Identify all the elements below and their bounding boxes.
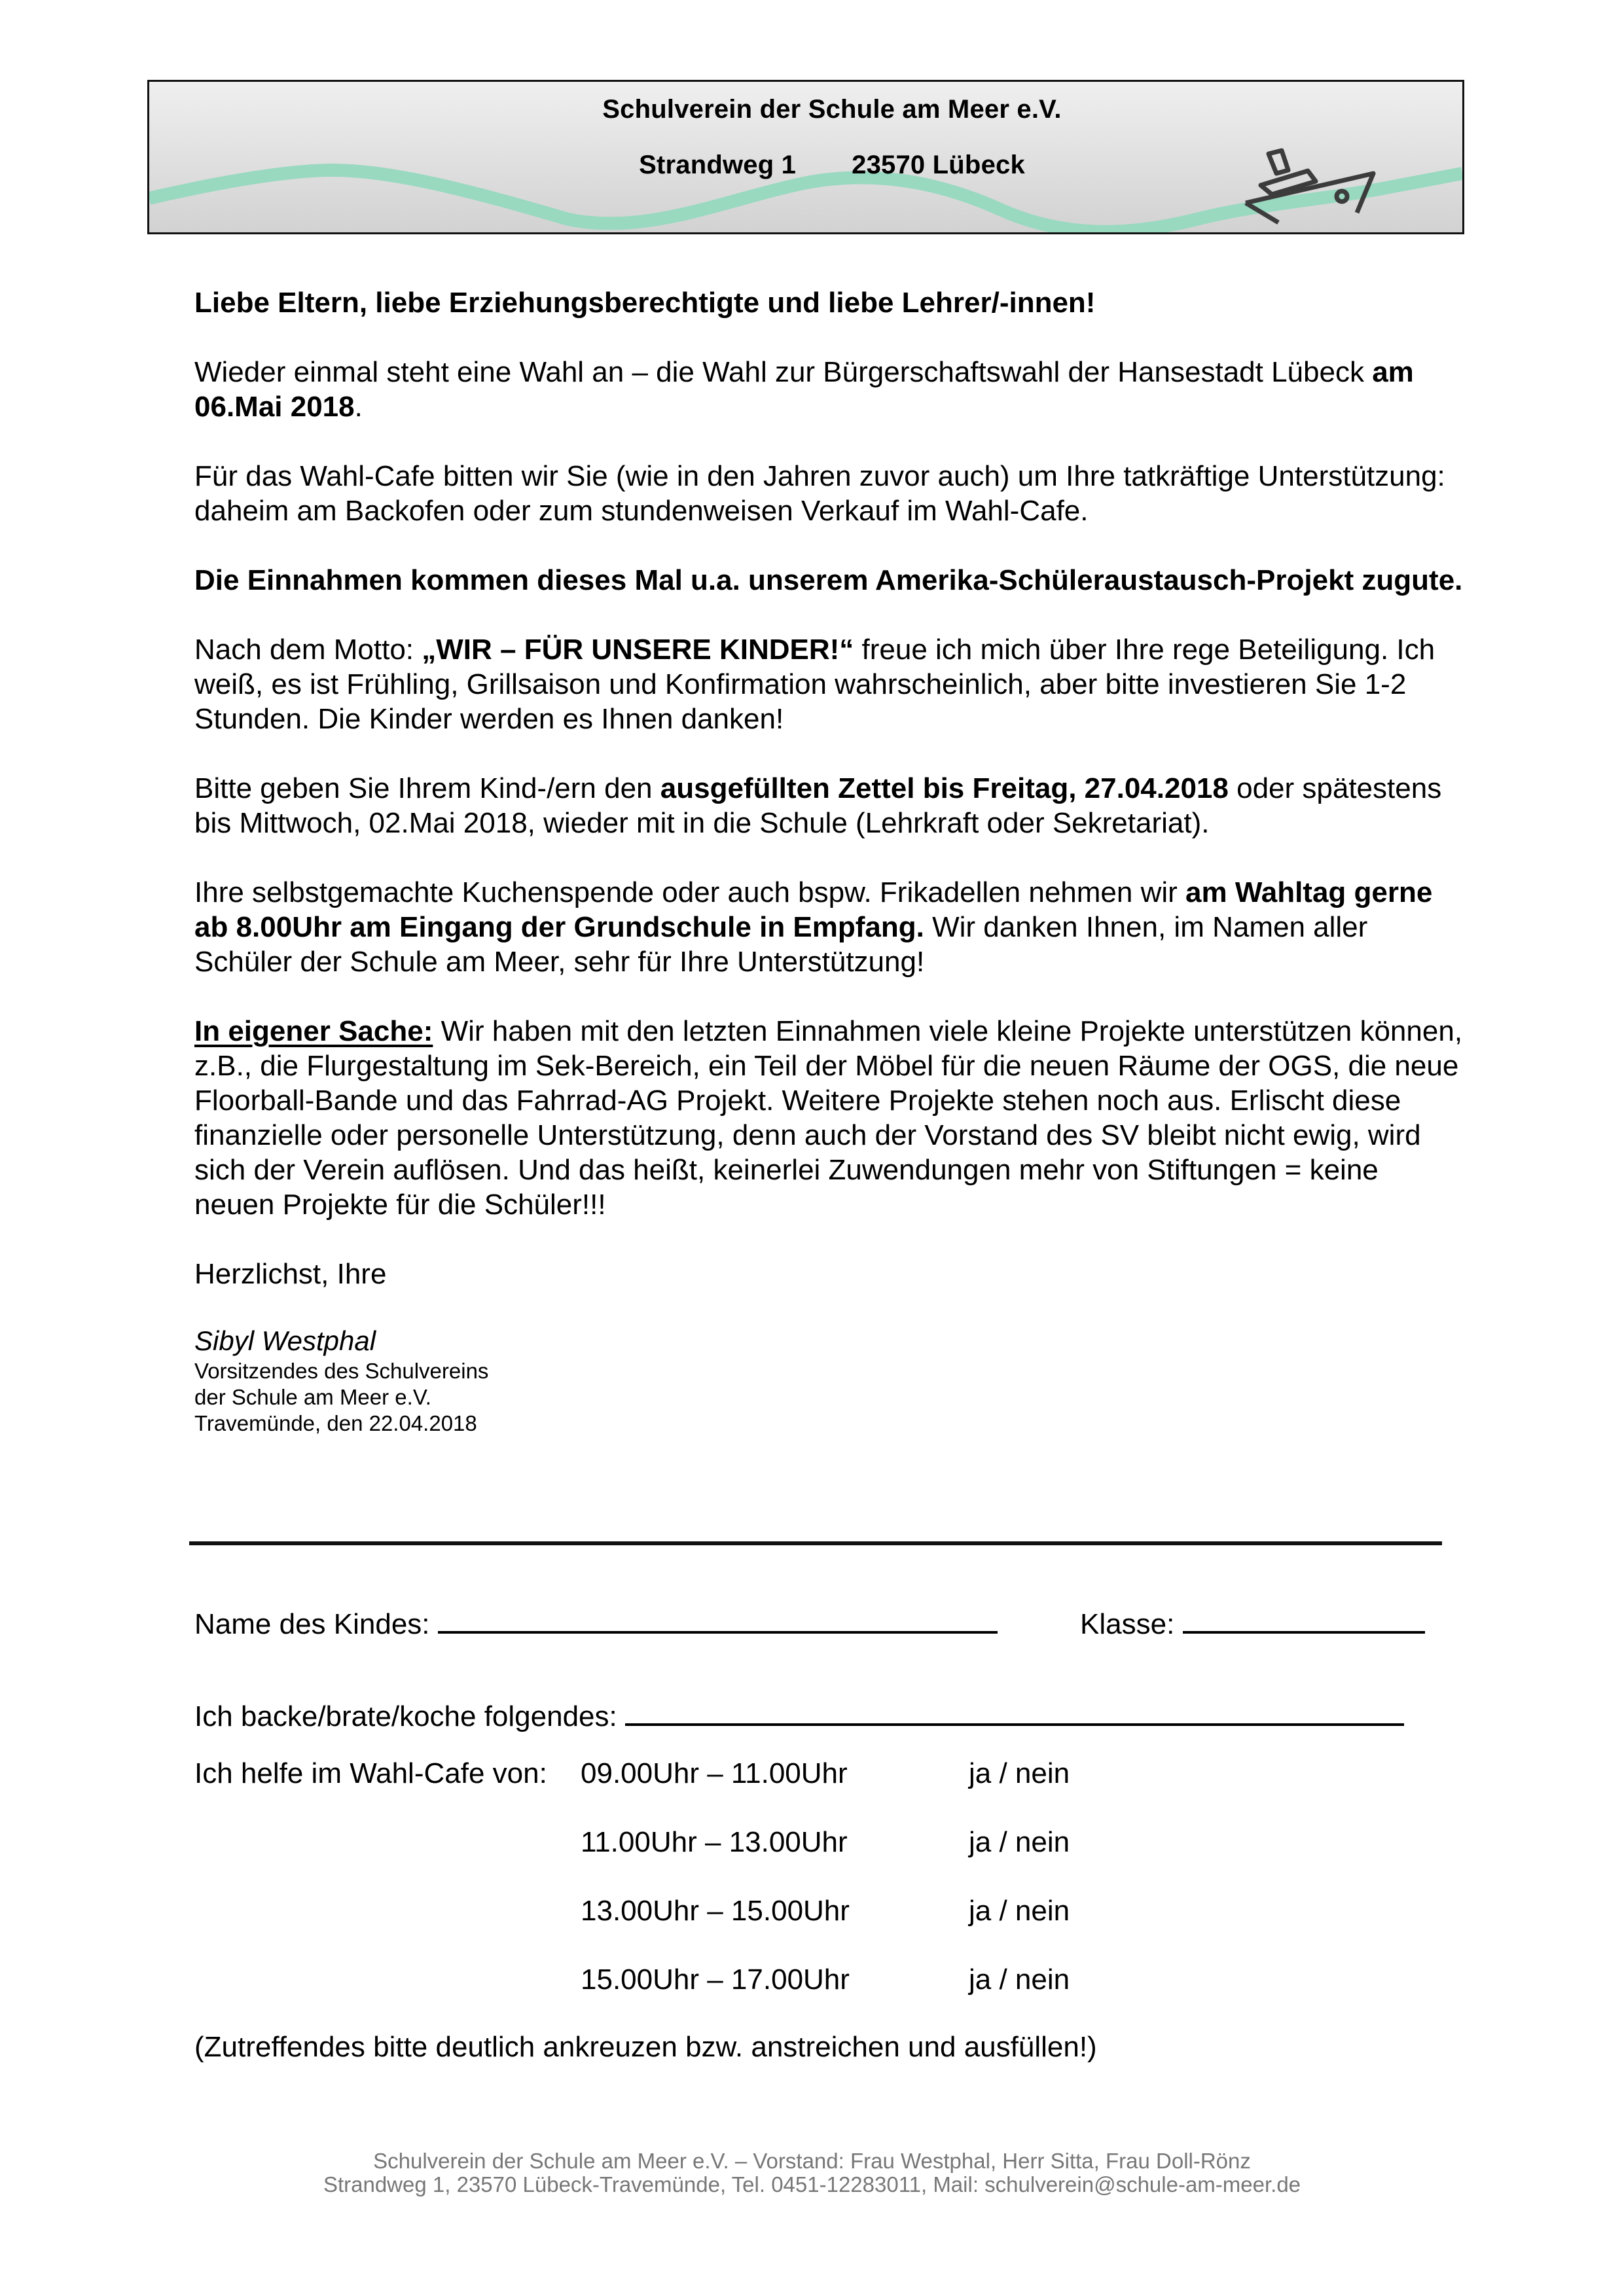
paragraph-own-matter: In eigener Sache: Wir haben mit den letzten Einnahmen viele kleine Projekte unterstützen können, z.B., die Flurgestaltung im Sek-Bereich, ein Teil der Möbel für die neuen Räume der OGS, die neue Floorball-Bande und das Fahrrad-AG Projekt. Weitere Projekte stehen noch aus. Erlischt diese finanzielle oder personelle Unterstützung, denn auch der Vorstand des SV bleibt nicht ewig, wird sich der Verein auflösen. Und das heißt, keinerlei Zuwendungen mehr von Stiftungen = keine neuen Projekte für die Schüler!!! <box>194 1015 1463 1221</box>
child-name-field[interactable] <box>438 1605 998 1634</box>
bake-field[interactable] <box>625 1697 1404 1726</box>
slot-choice[interactable]: ja / nein <box>969 1964 1070 1996</box>
child-name-label: Name des Kindes: <box>194 1608 430 1640</box>
org-street: Strandweg 1 <box>639 151 797 179</box>
paragraph-donation: Ihre selbstgemachte Kuchenspende oder auch bspw. Frikadellen nehmen wir am Wahltag gerne ab 8.00Uhr am Eingang der Grundschule in Empfang. Wir danken Ihnen, im Namen aller Schüler der Schule am Meer, sehr für Ihre Unterstützung! <box>194 876 1433 978</box>
class-row <box>1080 1605 1425 1641</box>
help-slot-row <box>194 1757 1464 1790</box>
greeting: Liebe Eltern, liebe Erziehungsberechtigte und liebe Lehrer/-innen! <box>194 287 1096 319</box>
org-city: 23570 Lübeck <box>852 151 1025 179</box>
slot-choice[interactable]: ja / nein <box>969 1895 1070 1927</box>
child-name-row <box>194 1605 998 1641</box>
footer-line-1: Schulverein der Schule am Meer e.V. – Vorstand: Frau Westphal, Herr Sitta, Frau Doll-Rönz <box>373 2149 1251 2173</box>
org-name: Schulverein der Schule am Meer e.V. <box>602 95 1062 124</box>
signature-name: Sibyl Westphal <box>194 1325 376 1356</box>
bake-label: Ich backe/brate/koche folgendes: <box>194 1700 617 1732</box>
slot-time: 09.00Uhr – 11.00Uhr <box>581 1757 848 1789</box>
footer-line-2: Strandweg 1, 23570 Lübeck-Travemünde, Tel. 0451-12283011, Mail: schulverein@schule-am-meer.de <box>323 2172 1301 2197</box>
letter-body <box>194 285 1464 1437</box>
slot-time: 13.00Uhr – 15.00Uhr <box>581 1895 850 1927</box>
slot-time: 15.00Uhr – 17.00Uhr <box>581 1964 850 1996</box>
slot-time: 11.00Uhr – 13.00Uhr <box>581 1826 848 1858</box>
help-label: Ich helfe im Wahl-Cafe von: <box>194 1757 547 1789</box>
signature-role-1: Vorsitzendes des Schulvereins <box>194 1359 489 1383</box>
ship-icon <box>1242 134 1380 226</box>
paragraph-motto: Nach dem Motto: „WIR – FÜR UNSERE KINDER!“ freue ich mich über Ihre rege Beteiligung. Ich weiß, es ist Frühling, Grillsaison und Konfirmation wahrscheinlich, aber bitte investieren Sie 1-2 Stunden. Die Kinder werden es Ihnen danken! <box>194 634 1435 735</box>
paragraph-deadline: Bitte geben Sie Ihrem Kind-/ern den ausgefüllten Zettel bis Freitag, 27.04.2018 oder spätestens bis Mittwoch, 02.Mai 2018, wieder mit in die Schule (Lehrkraft oder Sekretariat). <box>194 772 1442 839</box>
slot-choice[interactable]: ja / nein <box>969 1757 1070 1789</box>
paragraph-proceeds: Die Einnahmen kommen dieses Mal u.a. unserem Amerika-Schüleraustausch-Projekt zugute. <box>194 564 1463 596</box>
signature-role-2: der Schule am Meer e.V. <box>194 1385 431 1409</box>
signature-place-date: Travemünde, den 22.04.2018 <box>194 1411 477 1435</box>
page-footer <box>0 2149 1624 2197</box>
paragraph-election: Wieder einmal steht eine Wahl an – die Wahl zur Bürgerschaftswahl der Hansestadt Lübeck am 06.Mai 2018. <box>194 356 1414 423</box>
letterhead <box>147 80 1464 234</box>
slot-choice[interactable]: ja / nein <box>969 1826 1070 1858</box>
paragraph-request: Für das Wahl-Cafe bitten wir Sie (wie in den Jahren zuvor auch) um Ihre tatkräftige Unterstützung: daheim am Backofen oder zum stundenweisen Verkauf im Wahl-Cafe. <box>194 460 1445 527</box>
cut-divider <box>189 1541 1442 1545</box>
signature-block <box>194 1324 1464 1437</box>
class-label: Klasse: <box>1080 1608 1175 1640</box>
closing: Herzlichst, Ihre <box>194 1258 387 1290</box>
form-instructions: (Zutreffendes bitte deutlich ankreuzen bzw. anstreichen und ausfüllen!) <box>194 2031 1097 2063</box>
bake-row <box>194 1697 1404 1733</box>
class-field[interactable] <box>1183 1605 1425 1634</box>
